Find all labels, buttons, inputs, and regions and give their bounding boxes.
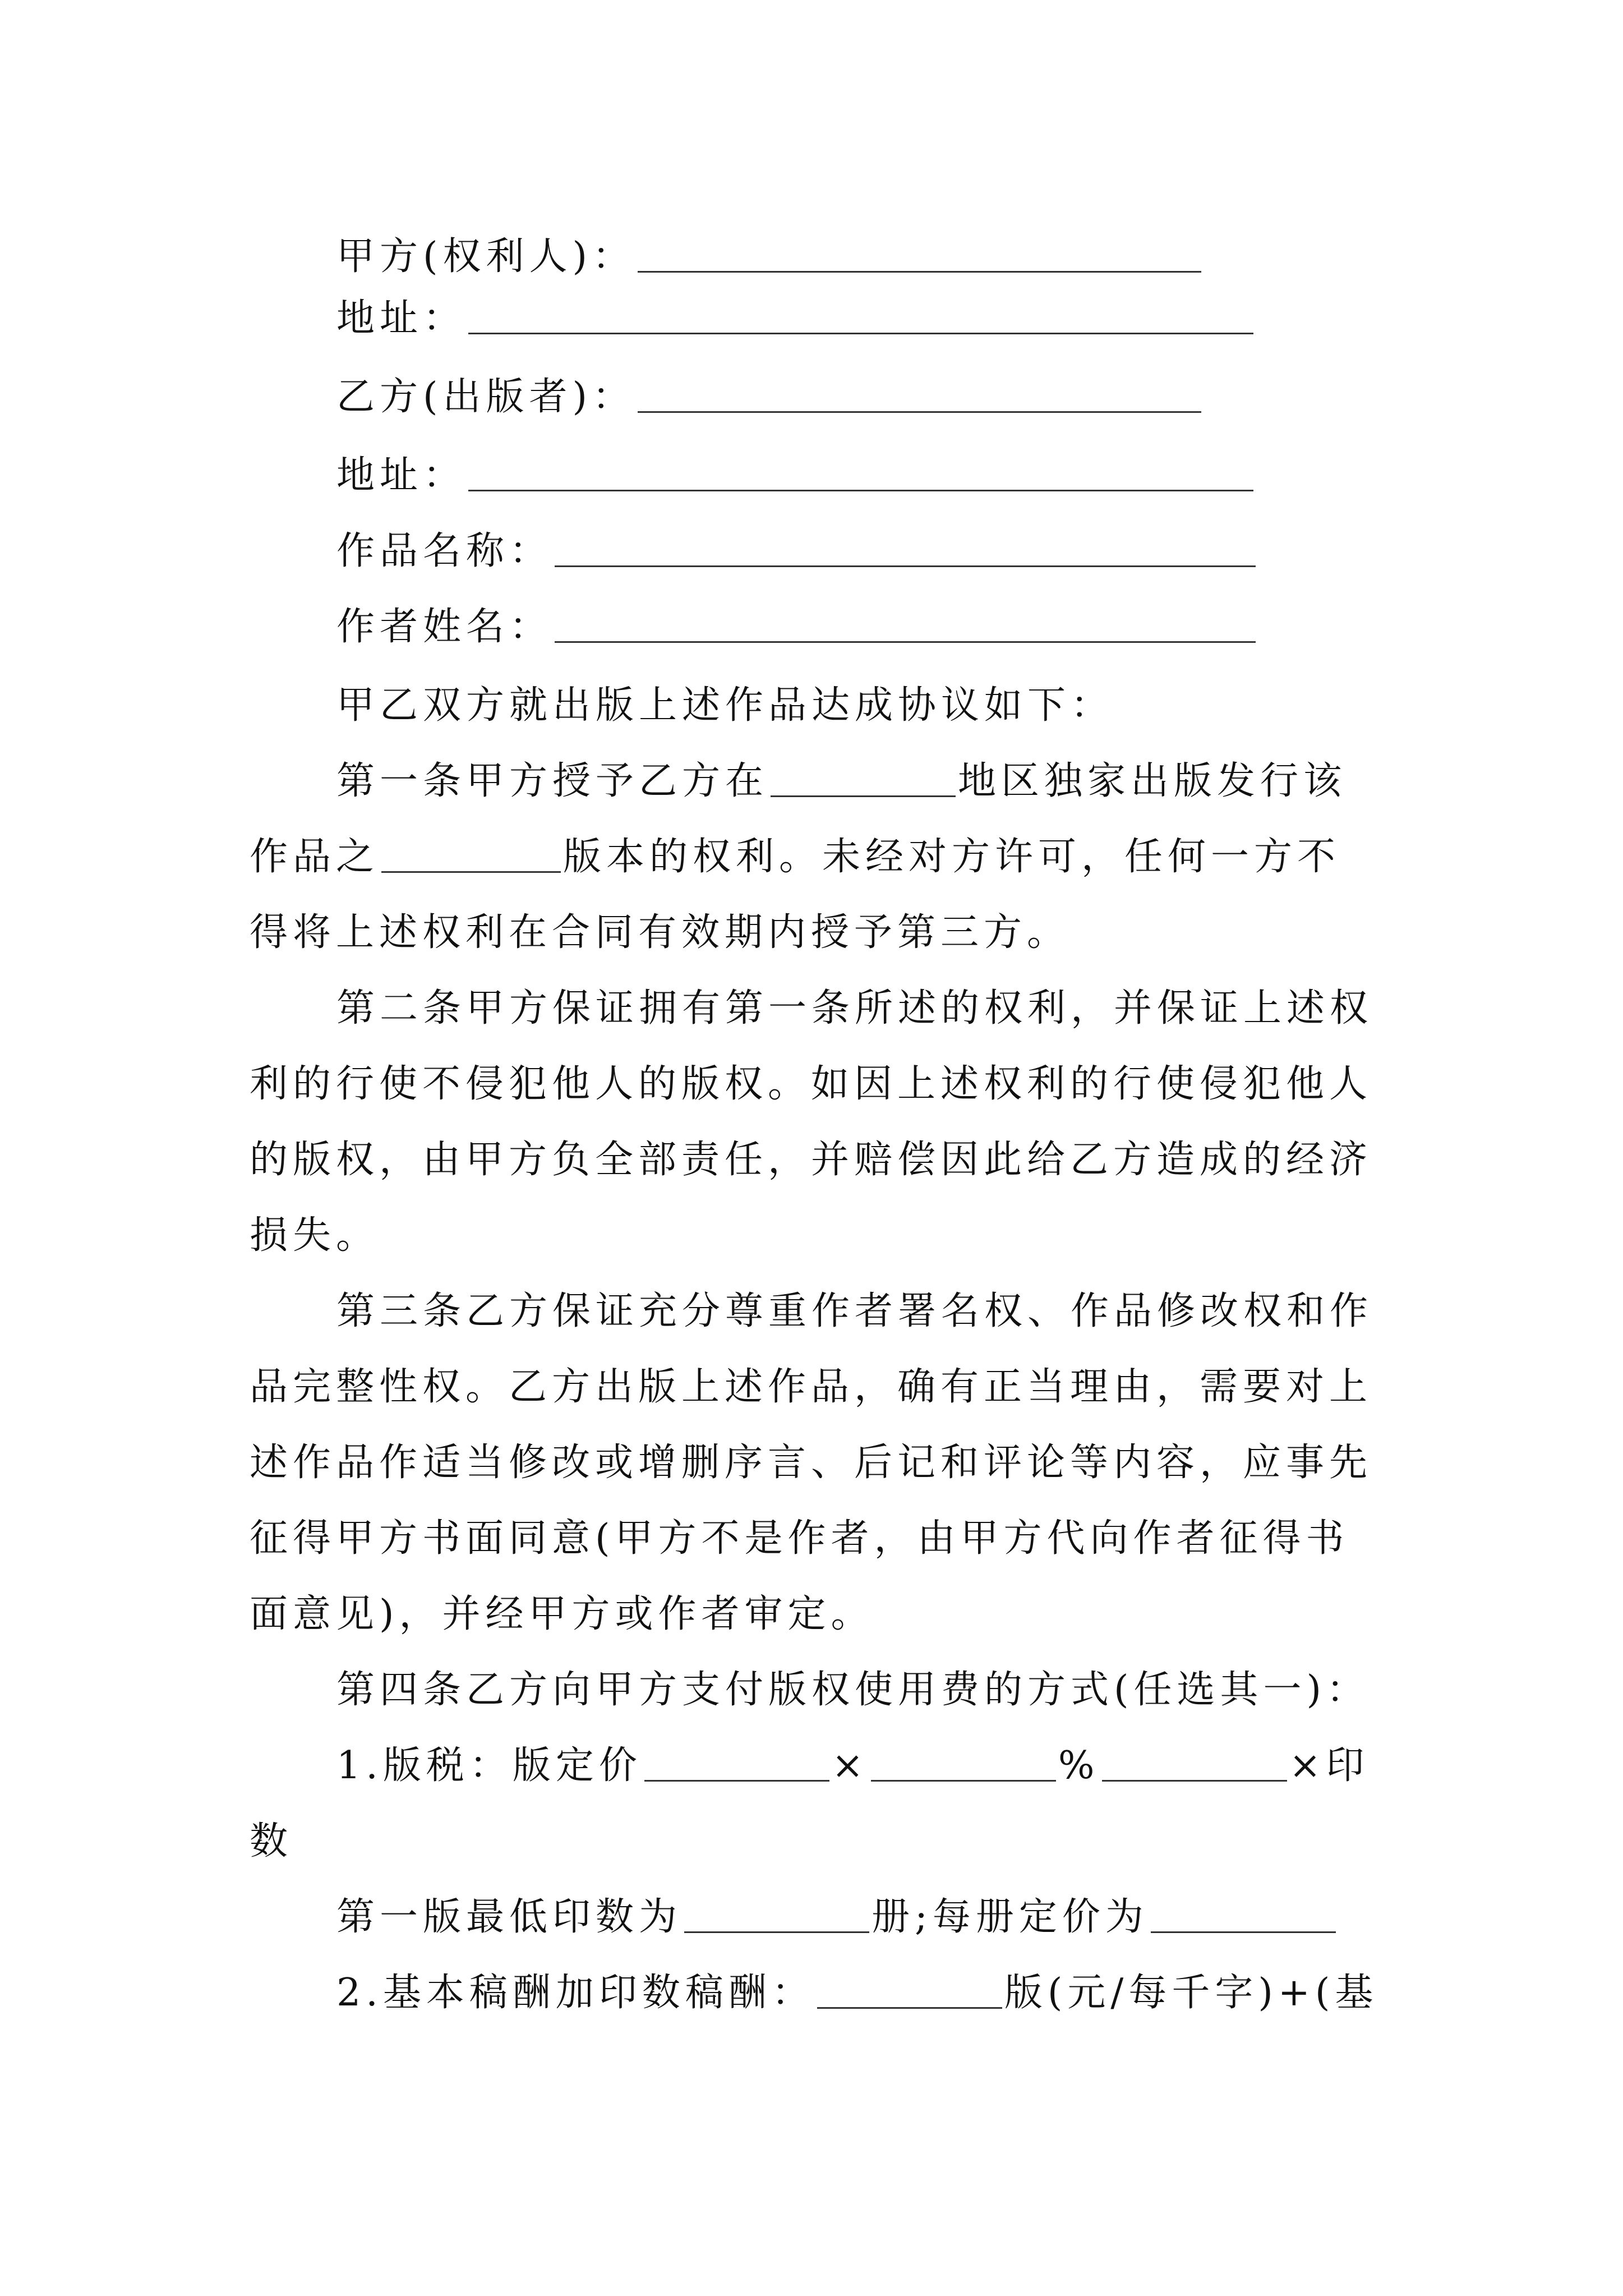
work-title-blank[interactable] <box>555 532 1256 567</box>
price-blank[interactable] <box>644 1746 829 1782</box>
author-name-label: 作者姓名： <box>336 605 553 649</box>
article4-option1 <box>336 1739 1369 1793</box>
party-b-label: 乙方(出版者)： <box>336 375 636 419</box>
article1-line3: 得将上述权利在合同有效期内授予第三方。 <box>250 910 1071 955</box>
article1-text-d: 版本的权利。未经对方许可，任何一方不 <box>563 835 1341 879</box>
address-b-row <box>336 449 1256 503</box>
author-name-blank[interactable] <box>555 608 1256 643</box>
party-a-row <box>336 230 1204 284</box>
article3-line4: 征得甲方书面同意(甲方不是作者，由甲方代向作者征得书 <box>250 1516 1349 1561</box>
article3-line3: 述作品作适当修改或增删序言、后记和评论等内容，应事先 <box>250 1441 1373 1485</box>
article4-option2 <box>336 1966 1378 2020</box>
article4-title: 第四条乙方向甲方支付版权使用费的方式(任选其一)： <box>336 1668 1370 1712</box>
article1-text-c: 作品之 <box>250 835 380 879</box>
author-name-row <box>336 600 1258 654</box>
article3-line2: 品完整性权。乙方出版上述作品，确有正当理由，需要对上 <box>250 1365 1373 1409</box>
party-b-row <box>336 370 1204 424</box>
base-fee-blank[interactable] <box>817 1973 1002 2009</box>
party-a-label: 甲方(权利人)： <box>336 234 636 279</box>
print-count-blank[interactable] <box>1102 1746 1287 1782</box>
edition-blank[interactable] <box>381 838 561 873</box>
address-a-label: 地址： <box>336 296 467 341</box>
article1-text-a: 第一条甲方授予乙方在 <box>336 759 769 803</box>
option1-label: 1.版税：版定价 <box>336 1743 642 1788</box>
min-print-label: 第一版最低印数为 <box>336 1895 683 1939</box>
article1-line1 <box>336 754 1347 808</box>
work-title-label: 作品名称： <box>336 529 553 573</box>
address-b-blank[interactable] <box>468 456 1253 491</box>
article4-option1-wrap: 数 <box>250 1819 293 1864</box>
address-a-blank[interactable] <box>468 299 1253 334</box>
option1-tail: ×印 <box>1289 1743 1370 1788</box>
multiply-sign: × <box>831 1743 869 1788</box>
article2-line2: 利的行使不侵犯他人的版权。如因上述权利的行使侵犯他人 <box>250 1062 1373 1106</box>
article3-line5: 面意见)，并经甲方或作者审定。 <box>250 1592 874 1636</box>
article1-text-b: 地区独家出版发行该 <box>958 759 1347 803</box>
party-a-blank[interactable] <box>638 237 1201 273</box>
party-b-blank[interactable] <box>638 378 1201 413</box>
address-a-row <box>336 292 1256 346</box>
region-blank[interactable] <box>771 762 956 797</box>
min-print-blank[interactable] <box>684 1898 869 1933</box>
article1-line2 <box>250 830 1340 884</box>
unit-price-label: 册;每册定价为 <box>872 1895 1149 1939</box>
option2-label: 2.基本稿酬加印数稿酬： <box>336 1971 815 2015</box>
article2-line4: 损失。 <box>250 1213 380 1258</box>
percent-sign: % <box>1058 1743 1100 1788</box>
work-title-row <box>336 524 1258 578</box>
unit-price-blank[interactable] <box>1151 1898 1336 1933</box>
rate-blank[interactable] <box>871 1746 1056 1782</box>
article4-min-print <box>336 1890 1338 1944</box>
intro-line: 甲乙双方就出版上述作品达成协议如下： <box>336 683 1114 728</box>
option2-tail: 版(元/每千字)+(基 <box>1004 1971 1378 2015</box>
address-b-label: 地址： <box>336 453 467 498</box>
article2-line3: 的版权，由甲方负全部责任，并赔偿因此给乙方造成的经济 <box>250 1138 1373 1182</box>
article3-line1: 第三条乙方保证充分尊重作者署名权、作品修改权和作 <box>336 1289 1373 1333</box>
article2-line1: 第二条甲方保证拥有第一条所述的权利，并保证上述权 <box>336 986 1373 1030</box>
